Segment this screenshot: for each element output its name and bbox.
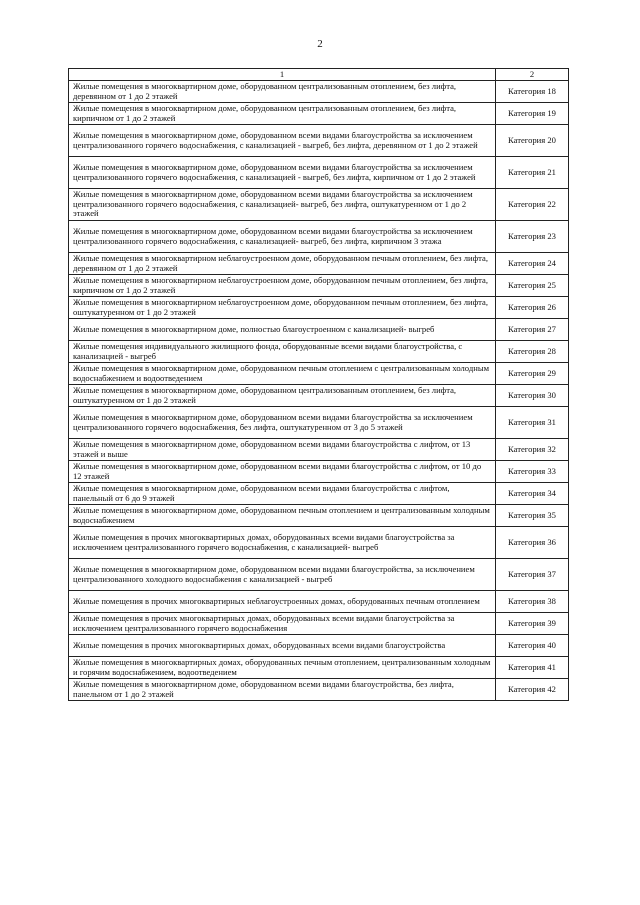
- row-description: Жилые помещения в многоквартирном доме, оборудованном централизованным отоплением, без лифта, деревянном от 1 до 2 этажей: [69, 81, 496, 103]
- row-category: Категория 32: [496, 439, 569, 461]
- row-description: Жилые помещения в многоквартирном доме, оборудованном всеми видами благоустройства, за исключением централизованного холодного водоснабжения с канализацией - выгреб: [69, 559, 496, 591]
- row-category: Категория 20: [496, 125, 569, 157]
- row-description: Жилые помещения в прочих многоквартирных домах, оборудованных всеми видами благоустройства за исключением централизованного горячего водоснабжения, с канализацией- выгреб: [69, 527, 496, 559]
- table-row: [69, 221, 569, 253]
- table-row: [69, 407, 569, 439]
- row-category: Категория 42: [496, 679, 569, 701]
- column-header-description: 1: [69, 69, 496, 81]
- row-category: Категория 24: [496, 253, 569, 275]
- row-category: Категория 38: [496, 591, 569, 613]
- row-category: Категория 22: [496, 189, 569, 221]
- row-category: Категория 27: [496, 319, 569, 341]
- row-description: Жилые помещения в многоквартирном неблагоустроенном доме, оборудованном печным отоплением, без лифта, оштукатуренном от 1 до 2 этажей: [69, 297, 496, 319]
- row-category: Категория 33: [496, 461, 569, 483]
- table-header-row: [69, 69, 569, 81]
- table-row: [69, 613, 569, 635]
- row-category: Категория 34: [496, 483, 569, 505]
- table-row: [69, 657, 569, 679]
- row-description: Жилые помещения в многоквартирном доме, оборудованном всеми видами благоустройства с лифтом, от 13 этажей и выше: [69, 439, 496, 461]
- row-category: Категория 41: [496, 657, 569, 679]
- table-row: [69, 275, 569, 297]
- table-row: [69, 635, 569, 657]
- table-row: [69, 439, 569, 461]
- row-description: Жилые помещения индивидуального жилищного фонда, оборудованные всеми видами благоустройства, с канализацией - выгреб: [69, 341, 496, 363]
- row-description: Жилые помещения в прочих многоквартирных домах, оборудованных всеми видами благоустройства за исключением централизованного горячего водоснабжения: [69, 613, 496, 635]
- row-description: Жилые помещения в многоквартирном доме, оборудованном всеми видами благоустройства за исключением централизованного горячего водоснабжения, с канализацией- выгреб, без лифта, оштукатуренном от 1 до 2 этажей: [69, 189, 496, 221]
- row-category: Категория 35: [496, 505, 569, 527]
- page-number: 2: [317, 38, 323, 50]
- row-description: Жилые помещения в многоквартирном доме, оборудованном централизованным отоплением, без лифта, оштукатуренном от 1 до 2 этажей: [69, 385, 496, 407]
- row-category: Категория 30: [496, 385, 569, 407]
- row-description: Жилые помещения в многоквартирном доме, оборудованном всеми видами благоустройства, без лифта, панельном от 1 до 2 этажей: [69, 679, 496, 701]
- table-row: [69, 189, 569, 221]
- table-row: [69, 103, 569, 125]
- row-description: Жилые помещения в многоквартирном доме, оборудованном всеми видами благоустройства за исключением централизованного горячего водоснабжения, с канализацией- выгреб, без лифта, кирпичном 3 этажа: [69, 221, 496, 253]
- row-category: Категория 29: [496, 363, 569, 385]
- row-category: Категория 37: [496, 559, 569, 591]
- row-category: Категория 25: [496, 275, 569, 297]
- row-description: Жилые помещения в многоквартирном доме, оборудованном всеми видами благоустройства за исключением централизованного горячего водоснабжения, без лифта, оштукатуренном от 3 до 5 этажей: [69, 407, 496, 439]
- row-category: Категория 21: [496, 157, 569, 189]
- row-description: Жилые помещения в многоквартирном доме, оборудованном всеми видами благоустройства с лифтом, от 10 до 12 этажей: [69, 461, 496, 483]
- table-row: [69, 157, 569, 189]
- row-description: Жилые помещения в многоквартирном неблагоустроенном доме, оборудованном печным отоплением, без лифта, деревянном от 1 до 2 этажей: [69, 253, 496, 275]
- table-row: [69, 505, 569, 527]
- table-row: [69, 253, 569, 275]
- row-description: Жилые помещения в многоквартирном доме, оборудованном всеми видами благоустройства с лифтом, панельный от 6 до 9 этажей: [69, 483, 496, 505]
- table-row: [69, 125, 569, 157]
- table-row: [69, 319, 569, 341]
- table-row: [69, 363, 569, 385]
- table-row: [69, 341, 569, 363]
- row-category: Категория 18: [496, 81, 569, 103]
- table-row: [69, 559, 569, 591]
- table-row: [69, 483, 569, 505]
- row-description: Жилые помещения в многоквартирном доме, оборудованном печным отоплением с централизованным холодным водоснабжением и водоотведением: [69, 363, 496, 385]
- row-description: Жилые помещения в многоквартирном доме, оборудованном всеми видами благоустройства за исключением централизованного горячего водоснабжения, с канализацией - выгреб, без лифта, кирпичном от 1 до 2 этажей: [69, 157, 496, 189]
- row-category: Категория 19: [496, 103, 569, 125]
- row-category: Категория 28: [496, 341, 569, 363]
- table-row: [69, 297, 569, 319]
- table-body: [69, 81, 569, 701]
- row-description: Жилые помещения в прочих многоквартирных неблагоустроенных домах, оборудованных печным отоплением: [69, 591, 496, 613]
- table-row: [69, 81, 569, 103]
- row-description: Жилые помещения в многоквартирном доме, оборудованном печным отоплением и централизованным холодным водоснабжением: [69, 505, 496, 527]
- row-description: Жилые помещения в многоквартирном неблагоустроенном доме, оборудованном печным отоплением, без лифта, кирпичном от 1 до 2 этажей: [69, 275, 496, 297]
- table-row: [69, 461, 569, 483]
- row-description: Жилые помещения в многоквартирном доме, полностью благоустроенном с канализацией- выгреб: [69, 319, 496, 341]
- table-row: [69, 679, 569, 701]
- row-category: Категория 39: [496, 613, 569, 635]
- row-category: Категория 36: [496, 527, 569, 559]
- row-description: Жилые помещения в многоквартирном доме, оборудованном централизованным отоплением, без лифта, кирпичном от 1 до 2 этажей: [69, 103, 496, 125]
- table-row: [69, 527, 569, 559]
- table-row: [69, 385, 569, 407]
- row-description: Жилые помещения в многоквартирном доме, оборудованном всеми видами благоустройства за исключением централизованного горячего водоснабжения, с канализацией - выгреб, без лифта, деревянном от 1 до 2 этажей: [69, 125, 496, 157]
- category-table: [68, 68, 569, 701]
- row-category: Категория 31: [496, 407, 569, 439]
- row-description: Жилые помещения в прочих многоквартирных домах, оборудованных всеми видами благоустройства: [69, 635, 496, 657]
- table-row: [69, 591, 569, 613]
- row-category: Категория 26: [496, 297, 569, 319]
- column-header-category: 2: [496, 69, 569, 81]
- row-description: Жилые помещения в многоквартирных домах, оборудованных печным отоплением, централизованным холодным и горячим водоснабжением, водоотведением: [69, 657, 496, 679]
- row-category: Категория 23: [496, 221, 569, 253]
- row-category: Категория 40: [496, 635, 569, 657]
